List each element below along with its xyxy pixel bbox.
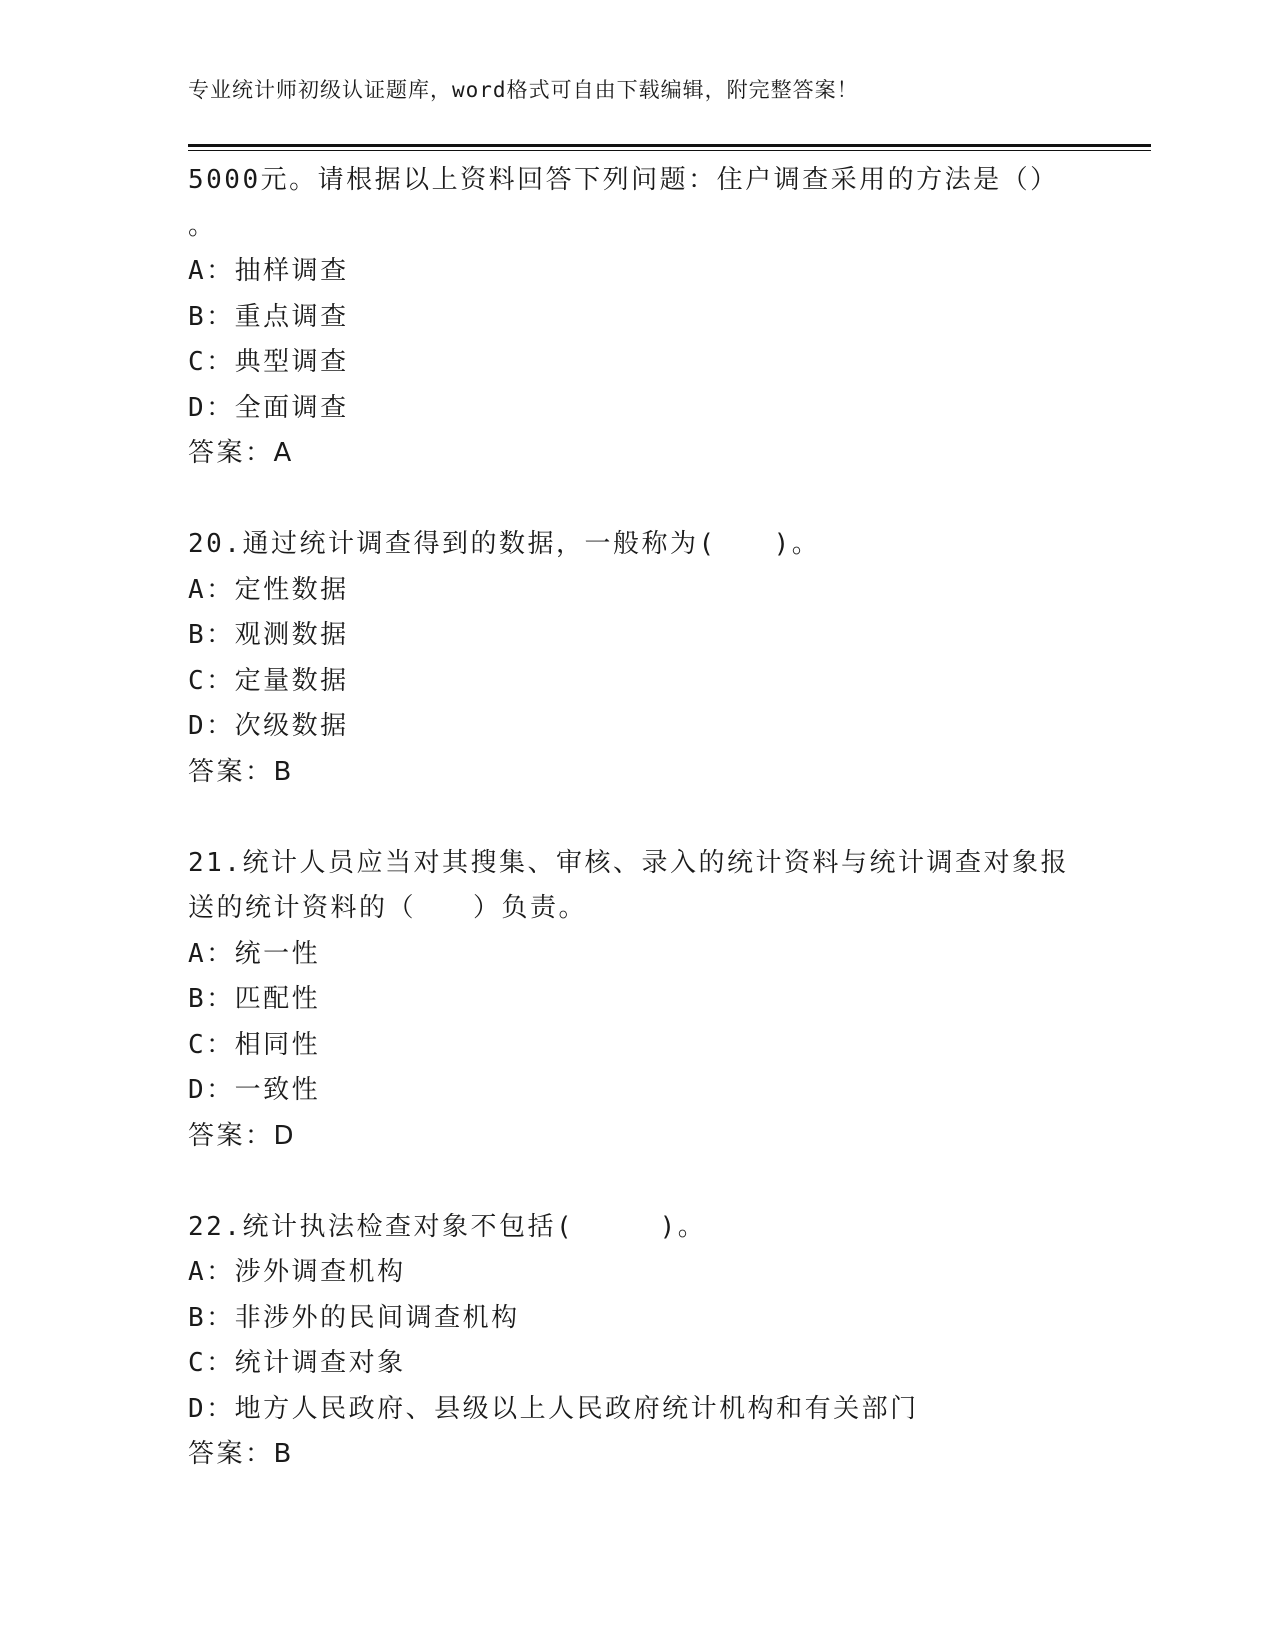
question-block xyxy=(188,522,1148,795)
option-b: B：观测数据 xyxy=(188,620,349,650)
answer-line: 答案：D xyxy=(188,1120,297,1151)
question-list xyxy=(188,158,1148,1478)
question-stem: 送的统计资料的（ ）负责。 xyxy=(188,893,588,923)
spacer xyxy=(188,477,1148,523)
answer-line: 答案：A xyxy=(188,438,294,468)
option-a: A：定性数据 xyxy=(188,574,349,605)
option-c: C：定量数据 xyxy=(188,665,349,696)
option-d: D：次级数据 xyxy=(188,711,349,741)
question-stem: 5000元。请根据以上资料回答下列问题：住户调查采用的方法是（） xyxy=(188,165,1059,195)
header-divider xyxy=(188,144,1151,151)
option-b: B：重点调查 xyxy=(188,301,349,332)
option-b: B：匹配性 xyxy=(188,984,321,1014)
option-c: C：相同性 xyxy=(188,1029,321,1060)
question-block xyxy=(188,1205,1148,1478)
option-d: D：全面调查 xyxy=(188,392,349,423)
spacer xyxy=(188,795,1148,841)
question-stem: 22.统计执法检查对象不包括( )。 xyxy=(188,1211,707,1242)
option-d: D：地方人民政府、县级以上人民政府统计机构和有关部门 xyxy=(188,1393,919,1424)
option-a: A：涉外调查机构 xyxy=(188,1257,406,1287)
question-stem: 。 xyxy=(188,210,217,241)
option-a: A：抽样调查 xyxy=(188,256,349,286)
question-block xyxy=(188,841,1148,1160)
option-c: C：典型调查 xyxy=(188,347,349,377)
question-stem: 21.统计人员应当对其搜集、审核、录入的统计资料与统计调查对象报 xyxy=(188,847,1069,878)
question-stem: 20.通过统计调查得到的数据，一般称为( )。 xyxy=(188,529,821,559)
spacer xyxy=(188,1159,1148,1205)
answer-line: 答案：B xyxy=(188,1439,294,1469)
option-d: D：一致性 xyxy=(188,1075,321,1105)
answer-line: 答案：B xyxy=(188,756,294,787)
option-a: A：统一性 xyxy=(188,938,321,969)
option-b: B：非涉外的民间调查机构 xyxy=(188,1302,520,1333)
option-c: C：统计调查对象 xyxy=(188,1348,406,1378)
page-header: 专业统计师初级认证题库，word格式可自由下载编辑，附完整答案！ xyxy=(188,78,859,102)
question-block xyxy=(188,158,1148,477)
